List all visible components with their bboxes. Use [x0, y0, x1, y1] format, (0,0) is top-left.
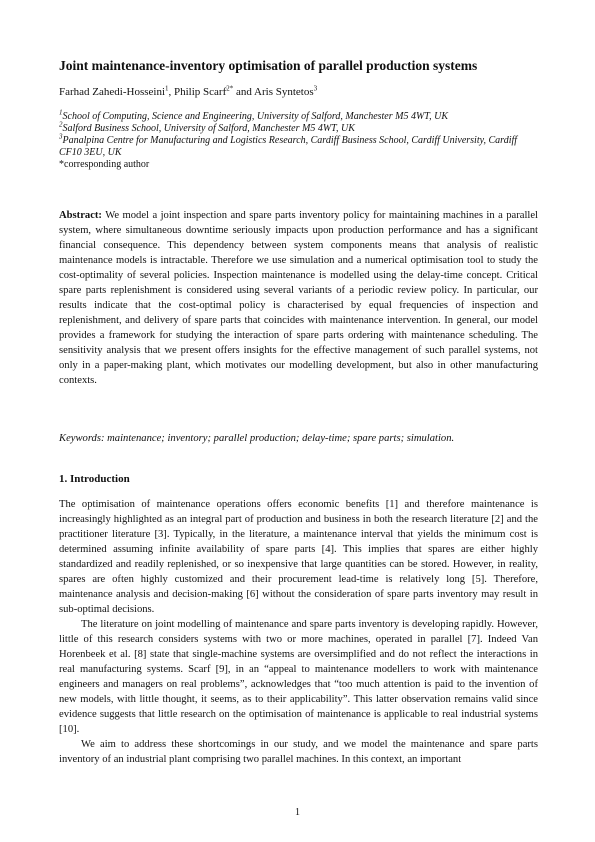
keywords: Keywords: maintenance; inventory; parallel production; delay-time; spare parts; simulation.	[59, 433, 455, 444]
paper-title: Joint maintenance-inventory optimisation of parallel production systems	[59, 58, 478, 73]
affiliation-text: Panalpina Centre for Manufacturing and Logistics Research, Cardiff Business School, Cardiff University, Cardiff CF10 3EU, UK	[59, 135, 518, 158]
author-name: Farhad Zahedi-Hosseini	[59, 86, 165, 98]
body-paragraph: We aim to address these shortcomings in our study, and we model the maintenance and spare parts inventory of an industrial plant comprising two parallel machines. In this context, an important	[59, 739, 538, 765]
author-name: Philip Scarf	[174, 86, 227, 98]
affiliation	[59, 120, 539, 135]
author-list	[59, 86, 317, 98]
body-paragraph: The literature on joint modelling of maintenance and spare parts inventory is developing rapidly. However, little of this research considers systems with two or more machines, operated in parallel [7]. Indeed Van Horenbeek et al. [8] state that single-machine systems are oversimplified and do not reflect the interactions in real manufacturing systems. Scarf [9], in an “appeal to maintenance modellers to work with maintenance engineers and managers on real problems”, acknowledges that “too much attention is paid to the invention of new models, with little thought, it seems, as to their applicability”. This latter observation remains valid since evidence suggests that little research on the optimisation of maintenance is applicable to real industrial systems [10].	[59, 619, 538, 735]
author-separator: and	[233, 86, 255, 98]
abstract-text: We model a joint inspection and spare parts inventory policy for maintaining machines in a parallel system, where simultaneous downtime seriously impacts upon production performance and has a significant financial consequence. This dependency between system components means that analysis of realistic maintenance models is intractable. Therefore we use simulation and a numerical optimisation tool to study the cost-optimality of several policies. Inspection maintenance is modelled using the delay-time concept. Critical spare parts replenishment is considered using several variants of a periodic review policy. In particular, our results indicate that the cost-optimal policy is characterised by equal frequencies of inspection and replenishment, and delivery of spare parts that coincides with maintenance intervention. In general, our model provides a framework for studying the interaction of spare parts ordering with maintenance scheduling. The sensitivity analysis that we present offers insights for the effective management of such parallel systems, not only in a paper-making plant, which motivates our modelling development, but also in other manufacturing contexts.	[59, 210, 538, 386]
author-affiliation-mark: 1	[165, 84, 169, 93]
abstract	[59, 208, 538, 388]
author-affiliation-mark: 2*	[226, 84, 234, 93]
affiliation-mark: 2	[59, 120, 63, 129]
author-name: Aris Syntetos	[254, 86, 314, 98]
affiliation-text: School of Computing, Science and Engineering, University of Salford, Manchester M5 4WT, UK	[62, 111, 448, 122]
page-number: 1	[295, 807, 300, 818]
introduction-body	[59, 497, 538, 767]
author-affiliation-mark: 3	[313, 84, 318, 93]
body-paragraph: The optimisation of maintenance operations offers economic benefits [1] and therefore maintenance is increasingly highlighted as an integral part of production and business in both the research literature [2] and the practitioner literature [3]. Typically, in the literature, a maintenance interval that yields the minimum cost is determined assuming infinite availability of spare parts [4]. This implies that spares are either highly standardized and readily replenished, or so inexpensive that large quantities can be stored. However, in reality, spares are often highly customized and their procurement lead-time is relatively long [5]. Therefore, maintenance analysis and decision-making [6] without the consideration of spare parts inventory may result in sub-optimal decisions.	[59, 499, 538, 615]
affiliation-text: Salford Business School, University of Salford, Manchester M5 4WT, UK	[62, 123, 355, 134]
corresponding-author-note: *corresponding author	[59, 159, 150, 170]
affiliation-mark: 1	[59, 108, 63, 117]
affiliation-list	[59, 108, 539, 171]
section-heading-introduction: 1. Introduction	[59, 473, 130, 485]
author-separator: ,	[168, 86, 174, 98]
affiliation	[59, 108, 539, 123]
abstract-label: Abstract:	[59, 210, 102, 221]
affiliation-mark: 3	[59, 132, 63, 141]
affiliation	[59, 132, 539, 159]
